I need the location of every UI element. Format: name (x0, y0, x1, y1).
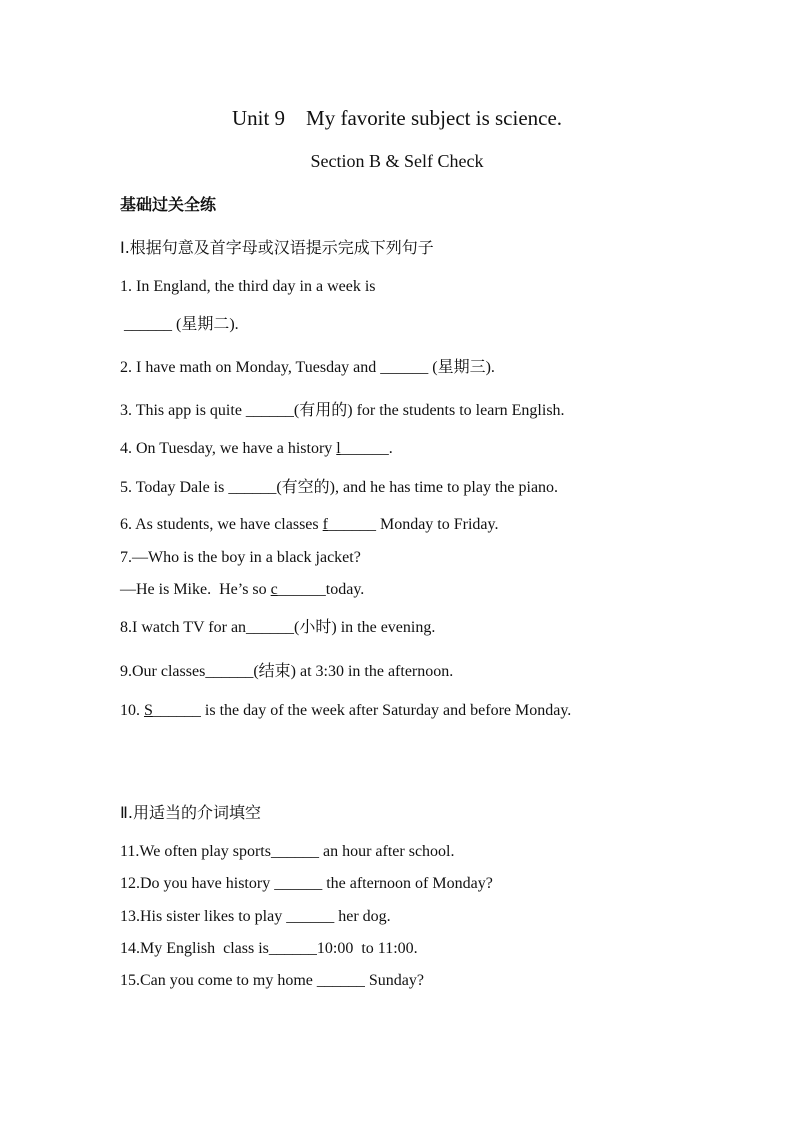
question-15: 15.Can you come to my home ______ Sunday? (120, 972, 424, 989)
question-4-prefix: 4. On Tuesday, we have a history (120, 440, 337, 457)
question-9: 9.Our classes______(结束) at 3:30 in the afternoon. (120, 663, 454, 680)
part1-heading: Ⅰ.根据句意及首字母或汉语提示完成下列句子 (120, 238, 434, 257)
question-6-initial-letter: f (322, 516, 328, 533)
question-4-initial-letter: l (336, 440, 341, 457)
question-6 (120, 517, 498, 533)
page-subtitle: Section B & Self Check (310, 151, 484, 171)
page-title: Unit 9 My favorite subject is science. (231, 106, 563, 130)
question-8: 8.I watch TV for an______(小时) in the evening. (120, 619, 436, 636)
question-4 (120, 441, 393, 457)
question-11: 11.We often play sports______ an hour after school. (120, 843, 455, 860)
question-7-suffix: ______today. (277, 581, 365, 598)
question-10-number: 10. (120, 702, 144, 719)
question-1-line1: 1. In England, the third day in a week is (120, 278, 376, 295)
question-12: 12.Do you have history ______ the afternoon of Monday? (120, 875, 493, 892)
question-10-suffix: ______ is the day of the week after Saturday and before Monday. (152, 702, 572, 719)
part2-heading: Ⅱ.用适当的介词填空 (120, 803, 261, 822)
question-7-prefix: —He is Mike. He’s so (120, 581, 271, 598)
question-7-line2 (120, 582, 364, 598)
question-6-prefix: 6. As students, we have classes (120, 516, 323, 533)
question-10 (120, 703, 571, 719)
question-7-initial-letter: c (270, 581, 278, 598)
question-3: 3. This app is quite ______(有用的) for the students to learn English. (120, 402, 565, 419)
question-10-initial-letter: S (144, 702, 153, 719)
question-1-line2: ______ (星期二). (120, 316, 239, 333)
question-7-line1: 7.—Who is the boy in a black jacket? (120, 549, 361, 566)
practice-heading: 基础过关全练 (120, 195, 217, 214)
question-13: 13.His sister likes to play ______ her dog. (120, 908, 391, 925)
question-14: 14.My English class is______10:00 to 11:00. (120, 940, 418, 957)
question-2: 2. I have math on Monday, Tuesday and ______ (星期三). (120, 359, 495, 376)
question-5: 5. Today Dale is ______(有空的), and he has time to play the piano. (120, 479, 559, 496)
question-6-suffix: ______ Monday to Friday. (327, 516, 499, 533)
question-4-blank: ______. (340, 440, 393, 457)
